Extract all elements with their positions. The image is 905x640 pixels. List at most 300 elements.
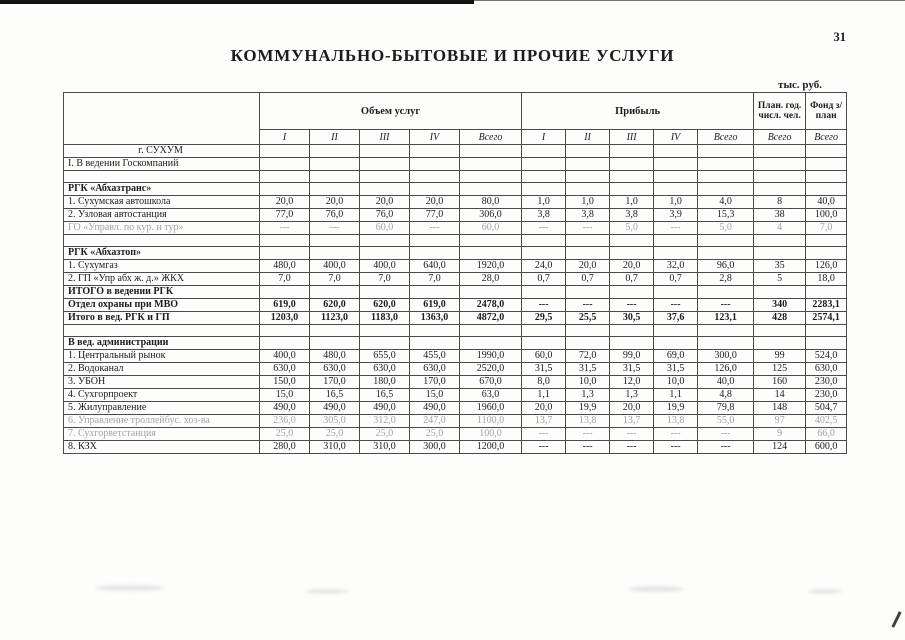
data-cell: 38 — [754, 209, 806, 222]
data-cell: 126,0 — [806, 260, 847, 273]
data-cell: 2,8 — [698, 273, 754, 286]
data-cell: 10,0 — [566, 376, 610, 389]
data-cell: --- — [654, 441, 698, 454]
data-cell: 13,7 — [522, 415, 566, 428]
data-cell: 14 — [754, 389, 806, 402]
data-cell: 1960,0 — [460, 402, 522, 415]
data-cell — [522, 325, 566, 337]
data-cell — [754, 337, 806, 350]
row-label: ИТОГО в ведении РГК — [64, 286, 260, 299]
data-cell: 480,0 — [260, 260, 310, 273]
data-cell: 100,0 — [806, 209, 847, 222]
data-cell: 280,0 — [260, 441, 310, 454]
data-cell: 148 — [754, 402, 806, 415]
data-cell: 5,0 — [698, 222, 754, 235]
data-cell — [360, 183, 410, 196]
data-cell: 402,5 — [806, 415, 847, 428]
data-cell: 5,0 — [610, 222, 654, 235]
data-cell: 69,0 — [654, 350, 698, 363]
data-cell: --- — [522, 441, 566, 454]
data-cell: 170,0 — [410, 376, 460, 389]
data-cell — [522, 183, 566, 196]
row-label: 1. Сухумская автошкола — [64, 196, 260, 209]
data-cell — [260, 145, 310, 158]
data-cell: 504,7 — [806, 402, 847, 415]
data-cell — [610, 337, 654, 350]
data-cell: --- — [698, 299, 754, 312]
data-cell: 20,0 — [566, 260, 610, 273]
data-cell: 480,0 — [310, 350, 360, 363]
row-label: 6. Управление троллейбус. хоз-ва — [64, 415, 260, 428]
data-cell — [654, 235, 698, 247]
data-cell: 1,0 — [610, 196, 654, 209]
data-cell: 80,0 — [460, 196, 522, 209]
volume-group-header: Объем услуг — [260, 93, 522, 130]
data-cell: 4872,0 — [460, 312, 522, 325]
table-row — [64, 428, 847, 441]
row-label: Итого в вед. РГК и ГП — [64, 312, 260, 325]
data-cell: 123,1 — [698, 312, 754, 325]
data-cell: 31,5 — [610, 363, 654, 376]
data-cell: 400,0 — [260, 350, 310, 363]
data-cell: 620,0 — [310, 299, 360, 312]
data-cell: 150,0 — [260, 376, 310, 389]
data-cell: 180,0 — [360, 376, 410, 389]
column-header-volume-q1: I — [260, 130, 310, 145]
data-cell: 1183,0 — [360, 312, 410, 325]
data-cell — [310, 325, 360, 337]
data-cell — [754, 145, 806, 158]
table-row — [64, 286, 847, 299]
row-label: РГК «Абхазтоп» — [64, 247, 260, 260]
data-cell: 124 — [754, 441, 806, 454]
data-cell: --- — [566, 441, 610, 454]
data-cell — [360, 145, 410, 158]
data-cell — [360, 337, 410, 350]
data-cell — [522, 286, 566, 299]
data-cell — [610, 145, 654, 158]
data-cell: 19,9 — [566, 402, 610, 415]
column-header-profit-q1: I — [522, 130, 566, 145]
data-cell: 160 — [754, 376, 806, 389]
column-header-volume-q2: II — [310, 130, 360, 145]
data-cell — [754, 247, 806, 260]
data-cell: --- — [566, 428, 610, 441]
data-cell: 490,0 — [360, 402, 410, 415]
table-row — [64, 299, 847, 312]
data-cell: --- — [310, 222, 360, 235]
scan-corner-mark — [891, 611, 901, 628]
data-cell: 100,0 — [460, 428, 522, 441]
data-cell: --- — [522, 299, 566, 312]
data-cell: 20,0 — [610, 260, 654, 273]
row-label: 4. Сухгорпроект — [64, 389, 260, 402]
data-cell: 3,8 — [522, 209, 566, 222]
data-cell: 0,7 — [654, 273, 698, 286]
data-cell: 230,0 — [806, 376, 847, 389]
data-cell: 247,0 — [410, 415, 460, 428]
row-label: 7. Сухгорветстанция — [64, 428, 260, 441]
data-cell: 31,5 — [654, 363, 698, 376]
data-cell — [698, 286, 754, 299]
data-cell — [460, 171, 522, 183]
data-cell: 15,0 — [260, 389, 310, 402]
data-cell: 79,8 — [698, 402, 754, 415]
data-cell: 13,8 — [566, 415, 610, 428]
data-cell: 8 — [754, 196, 806, 209]
data-cell: --- — [610, 299, 654, 312]
data-cell: 0,7 — [522, 273, 566, 286]
data-cell: 7,0 — [260, 273, 310, 286]
data-cell: 35 — [754, 260, 806, 273]
data-cell: 300,0 — [698, 350, 754, 363]
table-row — [64, 235, 847, 247]
data-cell: 16,5 — [360, 389, 410, 402]
data-cell: 4 — [754, 222, 806, 235]
data-cell: 7,0 — [410, 273, 460, 286]
data-cell — [260, 286, 310, 299]
data-cell — [460, 183, 522, 196]
data-cell: 1,3 — [566, 389, 610, 402]
data-cell — [522, 158, 566, 171]
data-cell: --- — [566, 222, 610, 235]
data-cell: 28,0 — [460, 273, 522, 286]
data-cell: 490,0 — [410, 402, 460, 415]
data-cell: --- — [698, 428, 754, 441]
data-cell: 1,0 — [566, 196, 610, 209]
data-cell: 10,0 — [654, 376, 698, 389]
column-header-profit-q2: II — [566, 130, 610, 145]
data-cell: 524,0 — [806, 350, 847, 363]
data-cell: 126,0 — [698, 363, 754, 376]
table-row — [64, 337, 847, 350]
column-header-fund-total: Всего — [806, 130, 847, 145]
data-cell: 2478,0 — [460, 299, 522, 312]
row-label: 8. КЗХ — [64, 441, 260, 454]
data-cell — [754, 325, 806, 337]
data-cell — [698, 158, 754, 171]
data-cell — [654, 171, 698, 183]
data-cell: 99 — [754, 350, 806, 363]
data-cell: 72,0 — [566, 350, 610, 363]
table-row — [64, 441, 847, 454]
data-cell — [754, 171, 806, 183]
data-cell — [806, 145, 847, 158]
data-cell: 96,0 — [698, 260, 754, 273]
table-row — [64, 209, 847, 222]
data-cell — [410, 235, 460, 247]
table-row — [64, 145, 847, 158]
data-cell — [260, 158, 310, 171]
data-cell — [566, 325, 610, 337]
data-cell: 230,0 — [806, 389, 847, 402]
row-label — [64, 171, 260, 183]
data-cell — [260, 337, 310, 350]
data-cell — [566, 337, 610, 350]
data-cell — [522, 235, 566, 247]
data-cell — [566, 145, 610, 158]
table-row — [64, 260, 847, 273]
table-row — [64, 363, 847, 376]
data-cell — [754, 286, 806, 299]
data-cell: 1920,0 — [460, 260, 522, 273]
data-cell: 300,0 — [410, 441, 460, 454]
page-title: КОММУНАЛЬНО-БЫТОВЫЕ И ПРОЧИЕ УСЛУГИ — [230, 46, 675, 65]
data-cell — [806, 337, 847, 350]
data-cell: 15,3 — [698, 209, 754, 222]
data-cell: 25,0 — [360, 428, 410, 441]
data-cell — [460, 247, 522, 260]
row-label — [64, 325, 260, 337]
data-cell: 1,3 — [610, 389, 654, 402]
data-cell — [310, 337, 360, 350]
data-cell: 20,0 — [360, 196, 410, 209]
data-cell: 620,0 — [360, 299, 410, 312]
data-cell — [310, 247, 360, 260]
data-cell: --- — [610, 428, 654, 441]
data-cell — [610, 158, 654, 171]
data-cell: 4,8 — [698, 389, 754, 402]
page-number: 31 — [833, 30, 846, 44]
table-row — [64, 389, 847, 402]
data-cell — [522, 145, 566, 158]
data-cell: 400,0 — [310, 260, 360, 273]
row-label: ГО «Управл. по кур. и тур» — [64, 222, 260, 235]
services-table-wrapper — [63, 92, 847, 454]
row-label-header — [64, 93, 260, 145]
data-cell: 77,0 — [260, 209, 310, 222]
data-cell — [522, 247, 566, 260]
data-cell — [698, 325, 754, 337]
data-cell — [610, 235, 654, 247]
data-cell — [610, 247, 654, 260]
data-cell: 13,8 — [654, 415, 698, 428]
data-cell: 630,0 — [260, 363, 310, 376]
table-header — [64, 93, 847, 145]
data-cell: 97 — [754, 415, 806, 428]
data-cell: --- — [522, 222, 566, 235]
data-cell: 630,0 — [806, 363, 847, 376]
data-cell — [360, 286, 410, 299]
data-cell: 428 — [754, 312, 806, 325]
data-cell: 25,5 — [566, 312, 610, 325]
table-row — [64, 222, 847, 235]
data-cell: 31,5 — [522, 363, 566, 376]
data-cell — [654, 145, 698, 158]
data-cell: 1203,0 — [260, 312, 310, 325]
data-cell: 32,0 — [654, 260, 698, 273]
data-cell: 3,8 — [610, 209, 654, 222]
column-header-volume-q4: IV — [410, 130, 460, 145]
data-cell: 630,0 — [410, 363, 460, 376]
data-cell — [260, 247, 310, 260]
data-cell: 99,0 — [610, 350, 654, 363]
data-cell: 20,0 — [610, 402, 654, 415]
table-row — [64, 350, 847, 363]
data-cell — [610, 171, 654, 183]
data-cell: 1,0 — [654, 196, 698, 209]
data-cell: 20,0 — [522, 402, 566, 415]
data-cell — [360, 247, 410, 260]
data-cell — [360, 158, 410, 171]
data-cell: 30,5 — [610, 312, 654, 325]
data-cell — [698, 247, 754, 260]
data-cell — [754, 158, 806, 171]
header-group-row — [64, 93, 847, 130]
column-header-plan-staff-total: Всего — [754, 130, 806, 145]
data-cell: 2283,1 — [806, 299, 847, 312]
data-cell: 310,0 — [360, 441, 410, 454]
fund-group-header: Фонд з/план — [806, 93, 847, 130]
data-cell — [754, 183, 806, 196]
data-cell: 7,0 — [360, 273, 410, 286]
data-cell: 60,0 — [360, 222, 410, 235]
data-cell — [522, 337, 566, 350]
data-cell: --- — [654, 222, 698, 235]
data-cell: --- — [566, 299, 610, 312]
data-cell — [260, 183, 310, 196]
data-cell — [460, 286, 522, 299]
data-cell: 1,1 — [522, 389, 566, 402]
column-header-profit-q3: III — [610, 130, 654, 145]
scan-smudge — [628, 586, 684, 592]
data-cell: 24,0 — [522, 260, 566, 273]
table-row — [64, 171, 847, 183]
data-cell: 655,0 — [360, 350, 410, 363]
data-cell — [654, 286, 698, 299]
data-cell — [566, 158, 610, 171]
data-cell: 37,6 — [654, 312, 698, 325]
data-cell: 1100,0 — [460, 415, 522, 428]
data-cell: 670,0 — [460, 376, 522, 389]
data-cell — [360, 171, 410, 183]
data-cell: 640,0 — [410, 260, 460, 273]
column-header-volume-total: Всего — [460, 130, 522, 145]
profit-group-header: Прибыль — [522, 93, 754, 130]
data-cell — [654, 183, 698, 196]
data-cell — [654, 158, 698, 171]
data-cell — [754, 235, 806, 247]
data-cell: 1200,0 — [460, 441, 522, 454]
data-cell — [260, 171, 310, 183]
data-cell — [410, 247, 460, 260]
data-cell — [410, 171, 460, 183]
data-cell: 76,0 — [310, 209, 360, 222]
scan-top-edge-line — [0, 0, 905, 1]
data-cell — [410, 183, 460, 196]
table-row — [64, 196, 847, 209]
units-label: тыс. руб. — [778, 79, 822, 91]
data-cell — [410, 286, 460, 299]
data-cell — [806, 171, 847, 183]
data-cell: 400,0 — [360, 260, 410, 273]
table-row — [64, 376, 847, 389]
data-cell: 4,0 — [698, 196, 754, 209]
data-cell — [566, 183, 610, 196]
data-cell: 20,0 — [410, 196, 460, 209]
data-cell: 29,5 — [522, 312, 566, 325]
row-label: г. СУХУМ — [64, 145, 260, 158]
column-header-volume-q3: III — [360, 130, 410, 145]
data-cell — [610, 286, 654, 299]
data-cell: 40,0 — [698, 376, 754, 389]
data-cell: 25,0 — [310, 428, 360, 441]
data-cell: 2520,0 — [460, 363, 522, 376]
data-cell: 0,7 — [610, 273, 654, 286]
data-cell — [460, 325, 522, 337]
data-cell: 600,0 — [806, 441, 847, 454]
data-cell: --- — [410, 222, 460, 235]
table-row — [64, 158, 847, 171]
data-cell — [654, 247, 698, 260]
row-label — [64, 235, 260, 247]
row-label: 2. Узловая автостанция — [64, 209, 260, 222]
data-cell: 630,0 — [310, 363, 360, 376]
data-cell — [698, 235, 754, 247]
data-cell: 66,0 — [806, 428, 847, 441]
data-cell: 16,5 — [310, 389, 360, 402]
data-cell — [566, 247, 610, 260]
table-row — [64, 247, 847, 260]
data-cell: 31,5 — [566, 363, 610, 376]
data-cell: 5 — [754, 273, 806, 286]
data-cell — [460, 337, 522, 350]
services-table — [63, 92, 847, 454]
data-cell: 305,0 — [310, 415, 360, 428]
data-cell: --- — [654, 428, 698, 441]
table-row — [64, 325, 847, 337]
data-cell: 76,0 — [360, 209, 410, 222]
row-label: I. В ведении Госкомпаний — [64, 158, 260, 171]
data-cell: 170,0 — [310, 376, 360, 389]
data-cell — [460, 235, 522, 247]
table-row — [64, 415, 847, 428]
data-cell: 13,7 — [610, 415, 654, 428]
data-cell: 3,9 — [654, 209, 698, 222]
data-cell — [806, 235, 847, 247]
data-cell — [806, 183, 847, 196]
data-cell: 20,0 — [260, 196, 310, 209]
data-cell — [698, 183, 754, 196]
data-cell: 18,0 — [806, 273, 847, 286]
data-cell — [460, 145, 522, 158]
data-cell: --- — [698, 441, 754, 454]
data-cell: 1123,0 — [310, 312, 360, 325]
data-cell: 490,0 — [310, 402, 360, 415]
column-header-profit-q4: IV — [654, 130, 698, 145]
data-cell: 7,0 — [806, 222, 847, 235]
data-cell — [310, 171, 360, 183]
row-label: 3. УБОН — [64, 376, 260, 389]
data-cell — [610, 183, 654, 196]
data-cell: 25,0 — [260, 428, 310, 441]
data-cell — [654, 325, 698, 337]
data-cell: 55,0 — [698, 415, 754, 428]
data-cell: 1,1 — [654, 389, 698, 402]
data-cell: 619,0 — [260, 299, 310, 312]
row-label: Отдел охраны при МВО — [64, 299, 260, 312]
row-label: РГК «Абхазтранс» — [64, 183, 260, 196]
row-label: 1. Центральный рынок — [64, 350, 260, 363]
data-cell — [310, 286, 360, 299]
row-label: 5. Жилуправление — [64, 402, 260, 415]
data-cell: 1363,0 — [410, 312, 460, 325]
data-cell: 340 — [754, 299, 806, 312]
data-cell: 0,7 — [566, 273, 610, 286]
row-label: В вед. администрации — [64, 337, 260, 350]
data-cell — [310, 158, 360, 171]
data-cell: 19,9 — [654, 402, 698, 415]
